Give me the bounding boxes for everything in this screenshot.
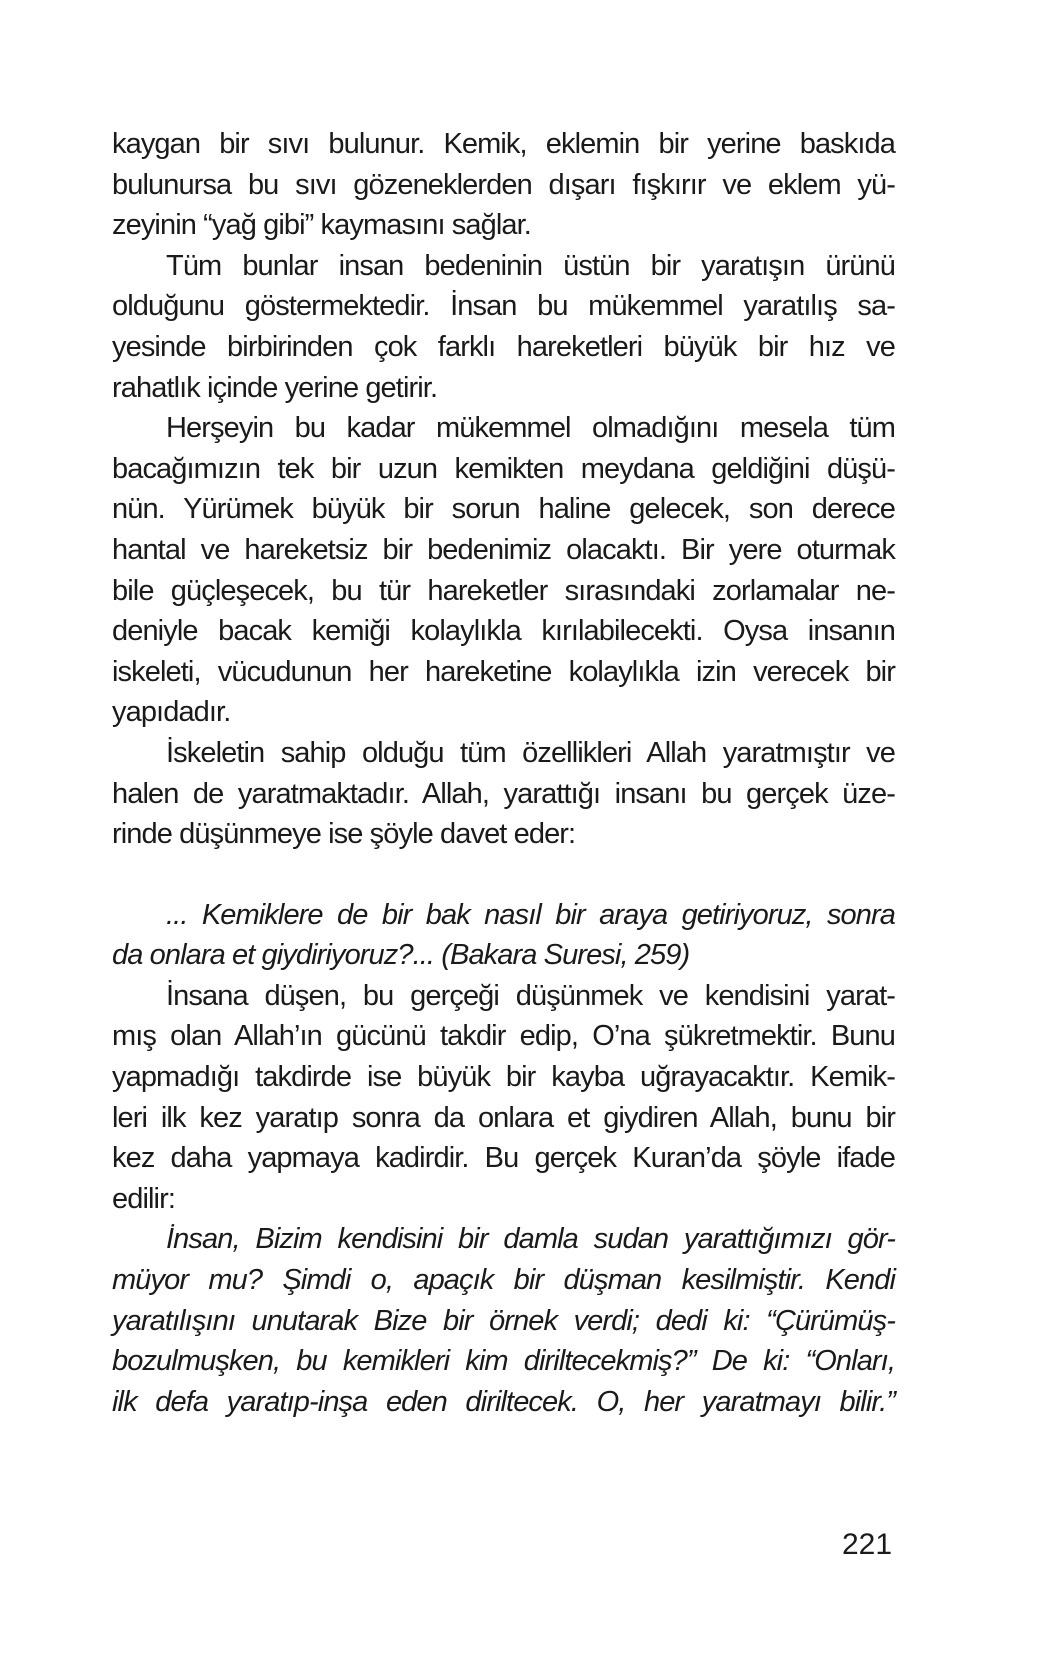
paragraph-spacer	[112, 855, 895, 895]
page-number: 221	[842, 1528, 893, 1561]
text-line: ... Kemiklere de bir bak nasıl bir araya getiriyoruz, sonra	[166, 898, 895, 931]
text-line: kaygan bir sıvı bulunur. Kemik, eklemin bir yerine baskıda	[112, 128, 895, 160]
text-line: bozulmuşken, bu kemikleri kim diriltecekmiş?” De ki: “Onları,	[112, 1345, 895, 1378]
paragraph	[112, 408, 895, 733]
page-body	[112, 124, 895, 1422]
text-line: edilir:	[112, 1182, 175, 1215]
paragraph	[112, 733, 895, 855]
text-line: kez daha yapmaya kadirdir. Bu gerçek Kuran’da şöyle ifade	[112, 1142, 895, 1175]
text-line: İnsan, Bizim kendisini bir damla sudan yarattığımızı gör-	[166, 1223, 895, 1256]
text-line: yaratılışını unutarak Bize bir örnek verdi; dedi ki: “Çürümüş-	[112, 1304, 895, 1337]
paragraph	[112, 976, 895, 1220]
text-line: zeyinin “yağ gibi” kaymasını sağlar.	[112, 209, 531, 242]
text-line: yapmadığı takdirde ise büyük bir kayba uğrayacaktır. Kemik-	[112, 1061, 895, 1094]
text-line: bile güçleşecek, bu tür hareketler sırasındaki zorlamalar ne-	[112, 574, 895, 607]
text-line: yesinde birbirinden çok farklı hareketleri büyük bir hız ve	[112, 330, 895, 363]
text-line: Tüm bunlar insan bedeninin üstün bir yaratışın ürünü	[166, 249, 895, 282]
text-line: rinde düşünmeye ise şöyle davet eder:	[112, 818, 576, 851]
text-line: İskeletin sahip olduğu tüm özellikleri Allah yaratmıştır ve	[166, 736, 895, 769]
text-line: müyor mu? Şimdi o, apaçık bir düşman kesilmiştir. Kendi	[112, 1264, 895, 1297]
text-line: iskeleti, vücudunun her hareketine kolaylıkla izin verecek bir	[112, 655, 895, 688]
text-line: bacağımızın tek bir uzun kemikten meydana geldiğini düşü-	[112, 452, 895, 485]
text-line: bulunursa bu sıvı gözeneklerden dışarı fışkırır ve eklem yü-	[112, 168, 895, 201]
text-line: yapıdadır.	[112, 696, 231, 729]
quote-block	[112, 1219, 895, 1422]
quote-block	[112, 895, 895, 976]
text-line: deniyle bacak kemiği kolaylıkla kırılabilecekti. Oysa insanın	[112, 615, 895, 648]
text-line: İnsana düşen, bu gerçeği düşünmek ve kendisini yarat-	[166, 979, 895, 1012]
text-line: da onlara et giydiriyoruz?... (Bakara Suresi, 259)	[112, 939, 690, 972]
text-line: rahatlık içinde yerine getirir.	[112, 371, 438, 404]
text-line: leri ilk kez yaratıp sonra da onlara et giydiren Allah, bunu bir	[112, 1101, 895, 1134]
paragraph	[112, 246, 895, 408]
text-line: olduğunu göstermektedir. İnsan bu mükemmel yaratılış sa-	[112, 290, 895, 323]
paragraph	[112, 124, 895, 246]
text-line: hantal ve hareketsiz bir bedenimiz olacaktı. Bir yere oturmak	[112, 533, 895, 566]
text-line: halen de yaratmaktadır. Allah, yarattığı insanı bu gerçek üze-	[112, 777, 895, 810]
text-line: Herşeyin bu kadar mükemmel olmadığını mesela tüm	[166, 412, 895, 445]
text-line: nün. Yürümek büyük bir sorun haline gelecek, son derece	[112, 493, 895, 526]
text-line: mış olan Allah’ın gücünü takdir edip, O’na şükretmektir. Bunu	[112, 1020, 895, 1053]
text-line: ilk defa yaratıp-inşa eden diriltecek. O, her yaratmayı bilir.”	[112, 1385, 895, 1418]
